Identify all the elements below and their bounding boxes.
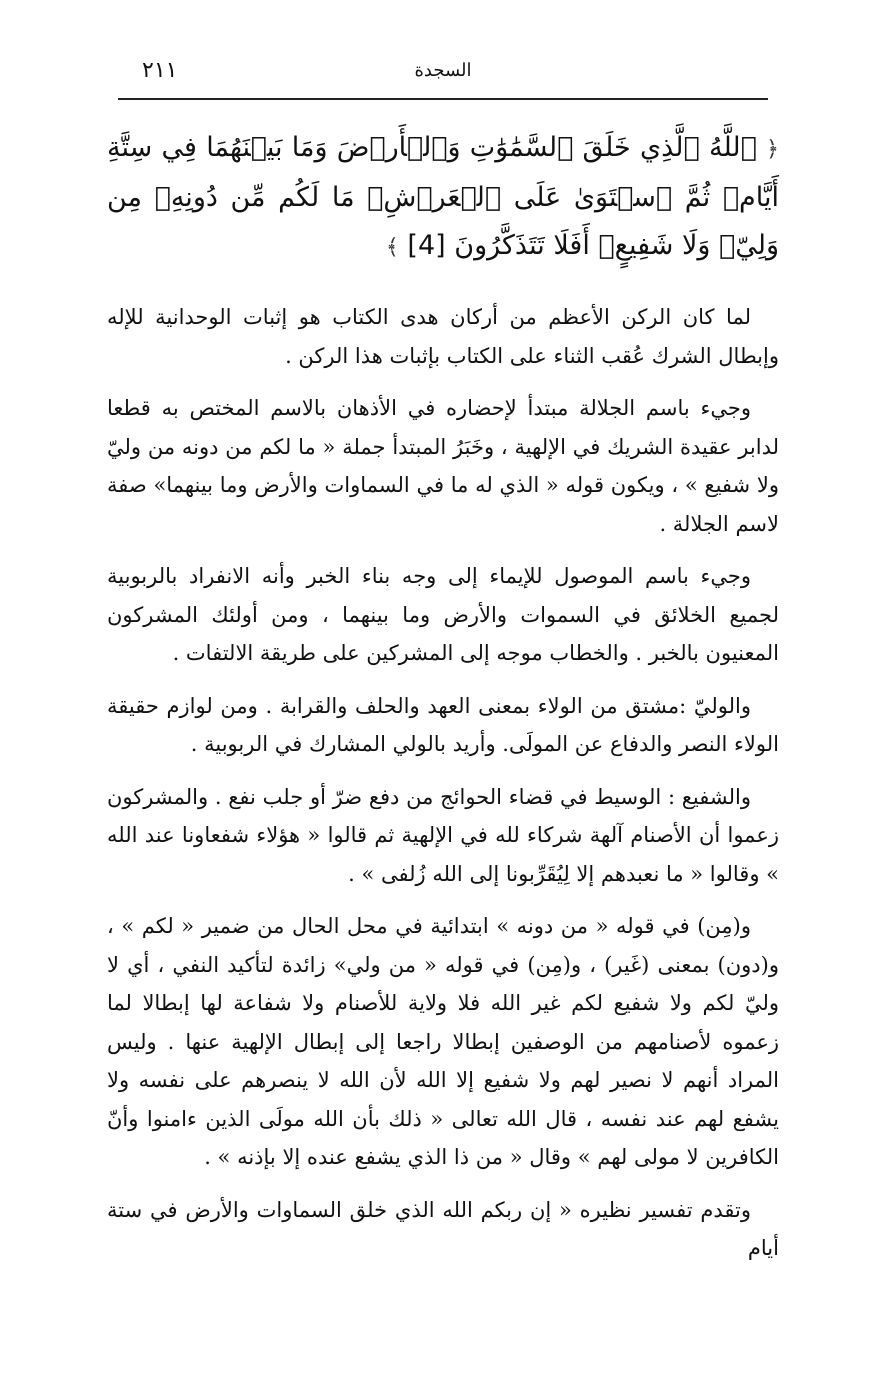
- paragraph: والشفيع : الوسيط في قضاء الحوائج من دفع ضرّ أو جلب نفع . والمشركون زعموا أن الأصنام آلهة شركاء لله في الإلهية ثم قالوا « هؤلاء شفعاونا عند الله » وقالوا « ما نعبدهم إلا لِيُقَرِّبونا إلى الله زُلفى » .: [107, 784, 779, 886]
- page-header: [118, 54, 768, 100]
- page-body: [107, 124, 779, 1282]
- paragraph: لما كان الركن الأعظم من أركان هدى الكتاب هو إثبات الوحدانية للإله وإبطال الشرك عُقب الثناء على الكتاب بإثبات هذا الركن .: [107, 305, 779, 368]
- verse-number: [4]: [407, 230, 446, 261]
- verse-open-ornament: ﴿: [766, 137, 779, 162]
- verse-close-ornament: ﴾: [385, 235, 399, 260]
- running-title: السجدة: [414, 60, 472, 81]
- paragraph: وجيء باسم الجلالة مبتدأ لإحضاره في الأذهان بالاسم المختص به قطعا لدابر عقيدة الشريك في الإلهية ، وخَبَرُ المبتدأ جملة « ما لكم من دونه من وليّ ولا شفيع » ، ويكون قوله « الذي له ما في السماوات والأرض وما بينهما» صفة لاسم الجلالة .: [107, 396, 779, 536]
- page-number: ٢١١: [142, 58, 178, 83]
- verse-text: ٱللَّهُ ٱلَّذِي خَلَقَ ٱلسَّمَٰوَٰتِ وَٱلۡأَرۡضَ وَمَا بَيۡنَهُمَا فِي سِتَّةِ أَيَّامٖ ثُمَّ ٱسۡتَوَىٰ عَلَى ٱلۡعَرۡشِۖ مَا لَكُم مِّن دُونِهِۦ مِن وَلِيّٖ وَلَا شَفِيعٍۚ أَفَلَا تَتَذَكَّرُونَ: [107, 132, 779, 261]
- quran-verse: [107, 124, 779, 272]
- paragraph: وجيء باسم الموصول للإيماء إلى وجه بناء الخبر وأنه الانفراد بالربوبية لجميع الخلائق في السموات والأرض وما بينهما ، ومن أولئك المشركون المعنيون بالخبر . والخطاب موجه إلى المشركين على طريقة الالتفات .: [107, 564, 779, 665]
- paragraph: والوليّ :مشتق من الولاء بمعنى العهد والحلف والقرابة . ومن لوازم حقيقة الولاء النصر والدفاع عن المولَى. وأريد بالولي المشارك في الربوبية .: [107, 693, 779, 756]
- paragraph: وتقدم تفسير نظيره « إن ربكم الله الذي خلق السماوات والأرض في ستة أيام: [107, 1197, 779, 1260]
- paragraph: و(مِن) في قوله « من دونه » ابتدائية في محل الحال من ضمير « لكم » ، و(دون) بمعنى (غَير) ، و(مِن) في قوله « من ولي» زائدة لتأكيد النفي ، أي لا وليّ لكم ولا شفيع لكم غير الله فلا ولاية للأصنام ولا شفاعة لها إبطالا لما زعموه لأصنامهم من الوصفين إبطالا راجعا إلى إبطال الإلهية عنها . وليس المراد أنهم لا نصير لهم ولا شفيع إلا الله لأن الله لا ينصرهم على نفسه ولا يشفع لهم عند نفسه ، قال الله تعالى « ذلك بأن الله مولَى الذين ءامنوا وأنّ الكافرين لا مولى لهم » وقال « من ذا الذي يشفع عنده إلا بإذنه » .: [107, 914, 779, 1169]
